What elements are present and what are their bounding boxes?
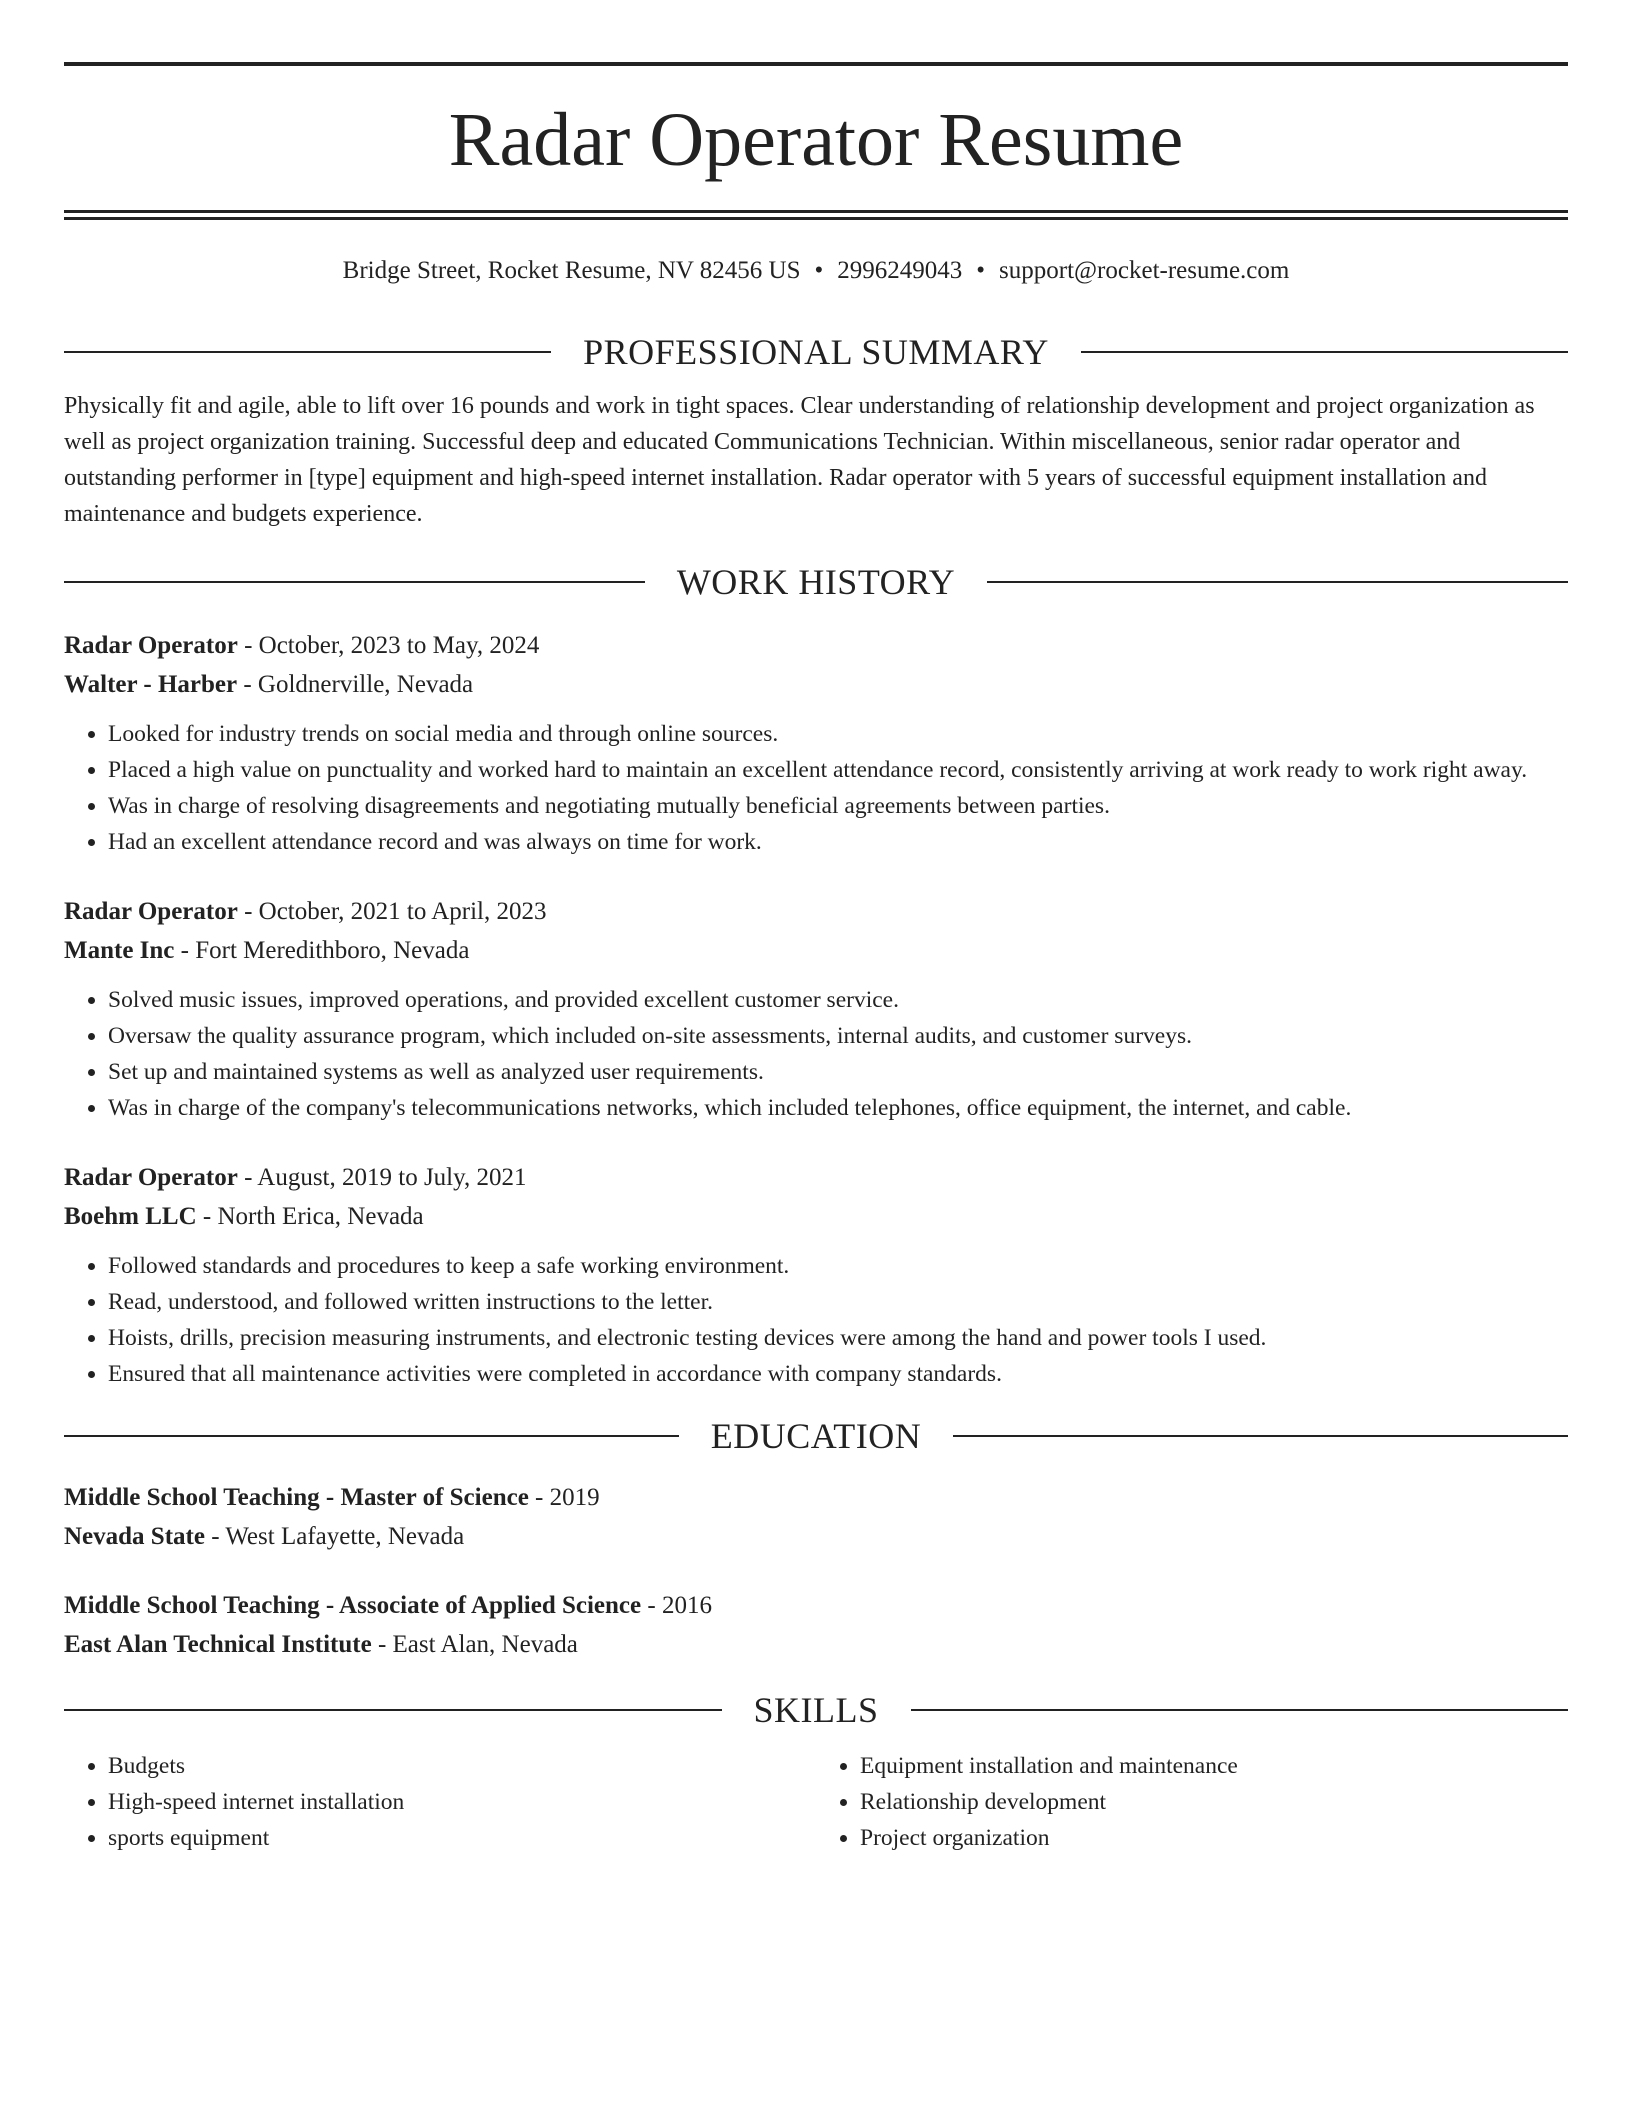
job-title: Radar Operator (64, 632, 238, 659)
education-degree-line (64, 1478, 1568, 1517)
skills-column-right (816, 1748, 1568, 1856)
education-school: East Alan Technical Institute (64, 1631, 372, 1658)
education-year: - 2019 (528, 1484, 600, 1511)
skills-column-left (64, 1748, 816, 1856)
list-item: • Read, understood, and followed written instructions to the letter. (108, 1284, 1568, 1320)
heading-rule (64, 351, 551, 353)
job-bullets (64, 1248, 1568, 1392)
contact-phone: 2996249043 (837, 257, 963, 284)
top-rule (64, 62, 1568, 66)
job-location: - Goldnerville, Nevada (237, 671, 474, 698)
education-location: - East Alan, Nevada (371, 1631, 578, 1658)
list-item: • Budgets (108, 1748, 816, 1784)
contact-separator: • (976, 257, 986, 284)
list-item: • Ensured that all maintenance activities were completed in accordance with company standards. (108, 1356, 1568, 1392)
section-title: SKILLS (753, 1690, 879, 1730)
list-item: • Oversaw the quality assurance program, which included on-site assessments, internal audits, and customer surveys. (108, 1018, 1568, 1054)
contact-separator: • (814, 257, 824, 284)
job-bullets (64, 982, 1568, 1126)
job-company: Mante Inc (64, 937, 175, 964)
education-year: - 2016 (641, 1592, 712, 1619)
job-company-line (64, 665, 1568, 704)
job-bullets (64, 716, 1568, 860)
list-item: • Hoists, drills, precision measuring instruments, and electronic testing devices were among the hand and power tools I used. (108, 1320, 1568, 1356)
job-title: Radar Operator (64, 898, 238, 925)
section-heading-summary (64, 330, 1568, 374)
job-company-line (64, 931, 1568, 970)
list-item: • Was in charge of the company's telecommunications networks, which included telephones, office equipment, the internet, and cable. (108, 1090, 1568, 1126)
education-degree: Middle School Teaching - Associate of Applied Science (64, 1592, 642, 1619)
list-item: • Placed a high value on punctuality and worked hard to maintain an excellent attendance record, consistently arriving at work ready to work right away. (108, 752, 1568, 788)
list-item: • Solved music issues, improved operations, and provided excellent customer service. (108, 982, 1568, 1018)
education-school-line (64, 1517, 1568, 1556)
list-item: • Relationship development (860, 1784, 1568, 1820)
education-entry (64, 1586, 1568, 1664)
contact-email: support@rocket-resume.com (999, 257, 1290, 284)
job-entry (64, 626, 1568, 860)
heading-rule (64, 1435, 679, 1437)
education-degree: Middle School Teaching - Master of Science (64, 1484, 529, 1511)
list-item: • Was in charge of resolving disagreements and negotiating mutually beneficial agreements between parties. (108, 788, 1568, 824)
job-dates: - August, 2019 to July, 2021 (237, 1164, 527, 1191)
job-dates: - October, 2023 to May, 2024 (237, 632, 540, 659)
section-title: PROFESSIONAL SUMMARY (583, 332, 1049, 372)
heading-rule (64, 581, 645, 583)
heading-rule (1081, 351, 1568, 353)
education-school-line (64, 1625, 1568, 1664)
job-company: Walter - Harber (64, 671, 238, 698)
list-item: • sports equipment (108, 1820, 816, 1856)
job-entry (64, 1158, 1568, 1392)
job-title: Radar Operator (64, 1164, 238, 1191)
section-heading-work (64, 560, 1568, 604)
resume-page (64, 0, 1568, 1856)
contact-line (64, 256, 1568, 286)
title-double-rule (64, 210, 1568, 220)
contact-address: Bridge Street, Rocket Resume, NV 82456 US (342, 257, 801, 284)
heading-rule (64, 1709, 722, 1711)
section-heading-skills (64, 1688, 1568, 1732)
list-item: • Followed standards and procedures to keep a safe working environment. (108, 1248, 1568, 1284)
job-title-line (64, 1158, 1568, 1197)
job-location: - Fort Meredithboro, Nevada (174, 937, 470, 964)
list-item: • Looked for industry trends on social media and through online sources. (108, 716, 1568, 752)
education-school: Nevada State (64, 1523, 205, 1550)
list-item: • High-speed internet installation (108, 1784, 816, 1820)
page-title: Radar Operator Resume (448, 98, 1184, 182)
job-company-line (64, 1197, 1568, 1236)
job-dates: - October, 2021 to April, 2023 (237, 898, 547, 925)
section-title: WORK HISTORY (676, 562, 956, 602)
education-location: - West Lafayette, Nevada (204, 1523, 465, 1550)
job-title-line (64, 626, 1568, 665)
heading-rule (953, 1435, 1568, 1437)
education-entry (64, 1478, 1568, 1556)
section-title: EDUCATION (710, 1416, 922, 1456)
skills-list (64, 1748, 1568, 1856)
list-item: • Project organization (860, 1820, 1568, 1856)
summary-text: Physically fit and agile, able to lift over 16 pounds and work in tight spaces. Clear understanding of relationship development and project organization as well as project organization training. Successful deep and educated Communications Technician. Within miscellaneous, senior radar operator and outstanding performer in [type] equipment and high-speed internet installation. Radar operator with 5 years of successful equipment installation and maintenance and budgets experience. (64, 393, 1535, 527)
heading-rule (987, 581, 1568, 583)
list-item: • Equipment installation and maintenance (860, 1748, 1568, 1784)
job-location: - North Erica, Nevada (196, 1203, 424, 1230)
education-degree-line (64, 1586, 1568, 1625)
list-item: • Set up and maintained systems as well as analyzed user requirements. (108, 1054, 1568, 1090)
job-title-line (64, 892, 1568, 931)
job-entry (64, 892, 1568, 1126)
heading-rule (911, 1709, 1569, 1711)
job-company: Boehm LLC (64, 1203, 197, 1230)
list-item: • Had an excellent attendance record and was always on time for work. (108, 824, 1568, 860)
section-heading-education (64, 1414, 1568, 1458)
